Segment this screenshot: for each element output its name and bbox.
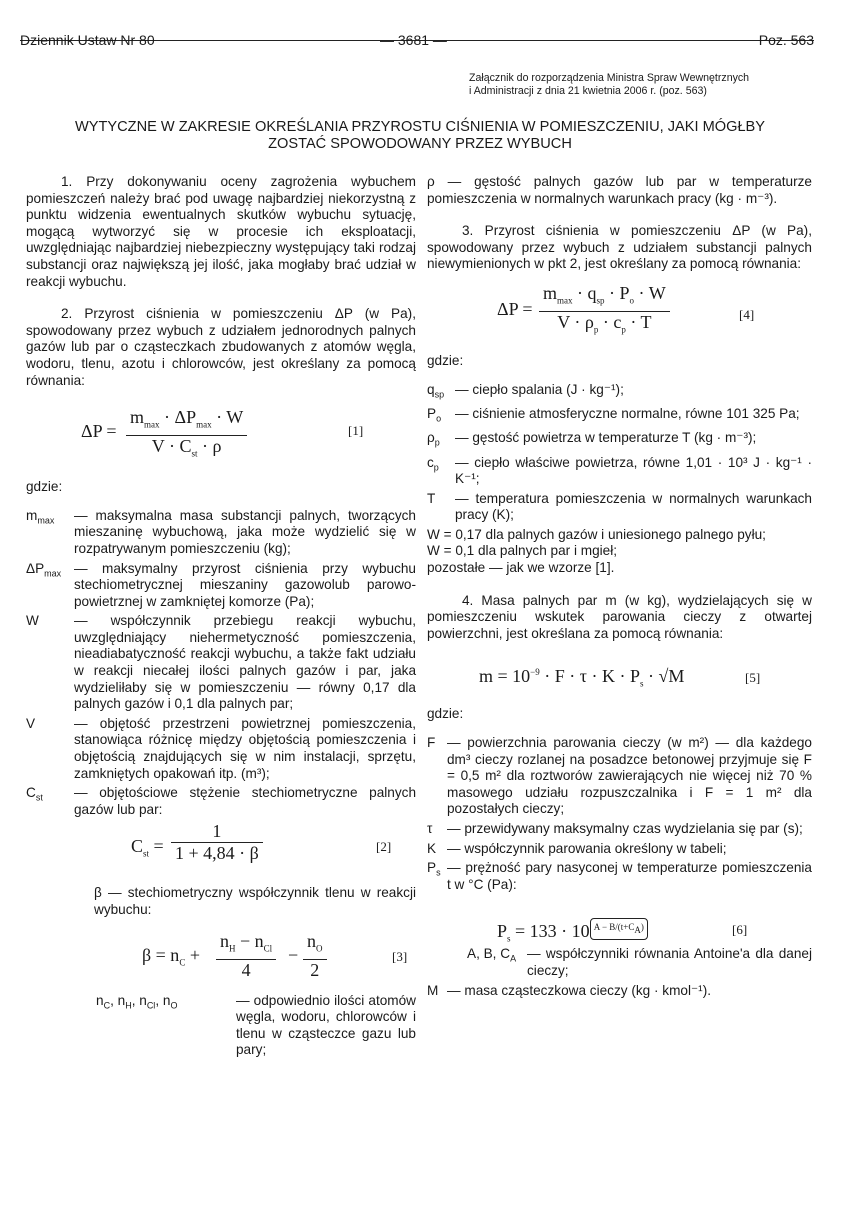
def-cst: $C_{st}$ — objętościowe stężenie stechiometryczne palnych gazów lub par: xyxy=(26,785,416,817)
equation-6: $P_s = 133 \cdot 10$ $A - B/(t+C_A)$ [6] xyxy=(427,896,812,946)
def-rho: ρ — gęstość palnych gazów lub par w temperaturze pomieszczenia w normalnych warunkach pracy (kg · m⁻³). xyxy=(427,174,812,206)
equation-1: ΔP = $m_{max} \cdot \Delta P_{max} \cdot W$ $V \cdot C_{st} \cdot \rho$ [1] xyxy=(81,407,364,459)
def-dpmax: $\Delta P_{max}$ — maksymalny przyrost ciśnienia przy wybuchu stechiometrycznej mieszaniny gazowolub parowo-powietrznej w zamkniętej komorze (Pa); xyxy=(26,560,416,609)
def-qsp: $q_{sp}$ — ciepło spalania (J · kg⁻¹); xyxy=(427,381,624,400)
equation-5: $m = 10^{-9} \cdot F \cdot \tau \cdot K \cdot P_s \cdot √M$ [5] xyxy=(479,666,761,690)
def-t: T — temperatura pomieszczenia w normalnych warunkach pracy (K); xyxy=(427,490,812,523)
paragraph-2: 2. Przyrost ciśnienia w pomieszczeniu ΔP (w Pa), spowodowany przez wybuch z udziałem jednorodnych palnych gazów lub par o cząsteczkach zbudowanych z atomów węgla, wodoru, tlenu, azotu i chlorowców, jest określany za pomocą równania: xyxy=(26,306,416,388)
def-m: M — masa cząsteczkowa cieczy (kg · kmol⁻¹). xyxy=(427,982,711,998)
equation-4: ΔP = $m_{max} \cdot q_{sp} \cdot P_o \cdot W$ $V \cdot \rho_p \cdot c_p \cdot T$ [4] xyxy=(497,282,755,335)
right-column xyxy=(427,174,812,1002)
def-k: K — współczynnik parowania określony w tabeli; xyxy=(427,840,727,856)
where-label: gdzie: xyxy=(26,479,63,495)
def-v: V — objętość przestrzeni powietrznej pomieszczenia, stanowiąca różnicę między objętością pomieszczenia i objętością znajdujących się w nim instalacji, sprzętu, zamkniętych opakowań itp. (m³); xyxy=(26,715,416,781)
annex-note: Załącznik do rozporządzenia Ministra Spraw Wewnętrznych i Administracji z dnia 21 kwietnia 2006 r. (poz. 563) xyxy=(469,72,750,97)
w-gas: W = 0,17 dla palnych gazów i uniesionego palnego pyłu; xyxy=(427,526,766,542)
def-f: F — powierzchnia parowania cieczy (w m²) — dla każdego dm³ cieczy rozlanej na posadzce betonowej przyjmuje się F = 0,5 m² dla roztworów zawierających nie więcej niż 70 % masowego udziału rozpuszczalnika i F = 1 m² dla pozostałych cieczy; xyxy=(427,735,812,817)
rest-note: pozostałe — jak we wzorze [1]. xyxy=(427,560,615,576)
page-header xyxy=(20,10,814,48)
position-number: Poz. 563 xyxy=(758,32,814,48)
def-abc: A, B, $C_A$ — współczynniki równania Antoine'a dla danej cieczy; xyxy=(467,946,812,978)
paragraph-3: 3. Przyrost ciśnienia w pomieszczeniu ΔP (w Pa), spowodowany przez wybuch z udziałem substancji palnych niewymienionych w pkt 2, jest określany za pomocą równania: xyxy=(427,223,812,272)
journal-title: Dziennik Ustaw Nr 80 xyxy=(20,32,155,48)
left-column xyxy=(26,174,416,1062)
page-number: — 3681 — xyxy=(380,32,447,48)
def-cp: $c_p$ — ciepło właściwe powietrza, równe 1,01 · 10³ J · kg⁻¹ · K⁻¹; xyxy=(427,454,812,487)
def-beta: β — stechiometryczny współczynnik tlenu w reakcji wybuchu: xyxy=(94,885,416,917)
where-label-3: gdzie: xyxy=(427,706,464,722)
def-mmax: $m_{max}$ — maksymalna masa substancji palnych, tworzących mieszaninę wybuchową, jaka może wydzielić się w rozpatrywanym pomieszczeniu (kg); xyxy=(26,507,416,556)
def-w: W — współczynnik przebiegu reakcji wybuchu, uwzględniający niehermetyczność pomieszczenia, nieadiabatyczność reakcji wybuchu, a także fakt udziału w reakcji niecałej ilości palnych gazów i par, jaka wydzieliłaby się w pomieszczeniu — równy 0,17 dla palnych gazów i 0,1 dla palnych par; xyxy=(26,613,416,712)
paragraph-4: 4. Masa palnych par m (w kg), wydzielających się w pomieszczeniu wskutek parowania cieczy z otwartej powierzchni, jest określana za pomocą równania: xyxy=(427,592,812,641)
paragraph-1: 1. Przy dokonywaniu oceny zagrożenia wybuchem pomieszczeń należy brać pod uwagę najbardziej niekorzystną z punktu widzenia ewentualnych skutków wybuchu sytuację, mogącą wytworzyć się w procesie ich eksploatacji, uwzględniając najbardziej niebezpieczny występujący taki rodzaj substancji oraz największą jej ilość, jaka mogłaby brać udział w reakcji wybuchu. xyxy=(26,174,416,289)
where-label-2: gdzie: xyxy=(427,352,464,368)
def-tau: τ — przewidywany maksymalny czas wydzielania się par (s); xyxy=(427,821,803,836)
def-ps: $P_s$ — prężność pary nasyconej w temperaturze pomieszczenia t w °C (Pa): xyxy=(427,860,812,892)
equation-3: $\beta = n_C$ + $n_H - n_{Cl}$ 4 − $\frac{n_O}{2}$ [3] xyxy=(142,930,408,980)
equation-2: $C_{st}$ = $\frac{1}{1 + 4,84 \cdot \beta}$ [2] xyxy=(131,821,392,863)
w-vapor: W = 0,1 dla palnych par i mgieł; xyxy=(427,543,618,559)
def-rhop: $\rho_p$ — gęstość powietrza w temperaturze T (kg · m⁻³); xyxy=(427,430,757,448)
def-po: $P_o$ — ciśnienie atmosferyczne normalne, równe 101 325 Pa; xyxy=(427,405,800,424)
def-n: $n_C$, $n_H$, $n_{Cl}$, $n_O$ — odpowiednio ilości atomów węgla, wodoru, chlorowców i tlenu w cząsteczce gazu lub pary; xyxy=(96,992,416,1058)
document-title: WYTYCZNE W ZAKRESIE OKREŚLANIA PRZYROSTU CIŚNIENIA W POMIESZCZENIU, JAKI MÓGŁBY ZOSTAĆ SPOWODOWANY PRZEZ WYBUCH xyxy=(74,119,766,152)
